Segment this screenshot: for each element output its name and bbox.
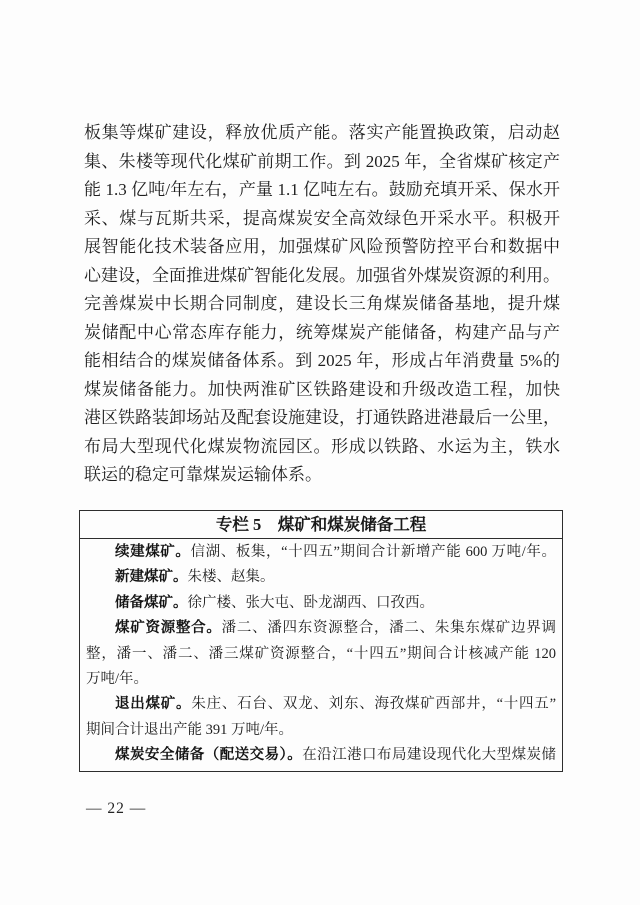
- column-box-line: [86, 565, 556, 590]
- column-box-line-text: 万吨/年。: [86, 670, 149, 687]
- body-line: 完善煤炭中长期合同制度，建设长三角煤炭储备基地，提升煤: [84, 294, 560, 313]
- body-line: 采、煤与瓦斯共采，提高煤炭安全高效绿色开采水平。积极开: [84, 208, 560, 228]
- body-line: 展智能化技术装备应用，加强煤矿风险预警防控平台和数据中: [84, 237, 560, 256]
- column-box-line: [86, 692, 556, 717]
- body-paragraph: [84, 119, 560, 490]
- body-line: 联运的稳定可靠煤炭运输体系。: [84, 465, 322, 484]
- column-box-line-label: 新建煤矿。: [115, 569, 188, 586]
- column-box-line: [86, 616, 556, 641]
- column-box-line-text: 潘二、潘四东资源整合，潘二、朱集东煤矿边界调: [221, 620, 556, 637]
- column-box-content: [80, 539, 562, 769]
- column-box-line-text: 徐广楼、张大屯、卧龙湖西、口孜西。: [187, 594, 434, 611]
- body-line: 煤炭储备能力。加快两淮矿区铁路建设和升级改造工程，加快: [84, 379, 560, 399]
- column-box-line-text: 朱庄、石台、双龙、刘东、海孜煤矿西部井，“十四五”: [191, 696, 557, 713]
- column-box-line: [86, 667, 556, 692]
- page-number: — 22 —: [86, 800, 147, 817]
- body-line: 集、朱楼等现代化煤矿前期工作。到 2025 年，全省煤矿核定产: [84, 151, 560, 171]
- column-box-line-label: 煤炭安全储备（配送交易）。: [115, 747, 303, 764]
- body-line: 板集等煤矿建设，释放优质产能。落实产能置换政策，启动赵: [84, 123, 560, 142]
- column-box-line-label: 储备煤矿。: [115, 594, 188, 611]
- column-box-line-text: 整，潘一、潘二、潘三煤矿资源整合，“十四五”期间合计核减产能 120: [86, 645, 556, 662]
- column-box-line-label: 续建煤矿。: [115, 544, 191, 560]
- body-line: 港区铁路装卸场站及配套设施建设，打通铁路进港最后一公里，: [84, 408, 560, 427]
- column-5-box: [79, 510, 563, 772]
- body-line: 心建设，全面推进煤矿智能化发展。加强省外煤炭资源的利用。: [84, 265, 560, 285]
- column-box-line-text: 在沿江港口布局建设现代化大型煤炭储: [302, 747, 557, 764]
- body-line: 能相结合的煤炭储备体系。到 2025 年，形成占年消费量 5%的: [84, 351, 560, 370]
- column-box-line-text: 信湖、板集，“十四五”期间合计新增产能 600 万吨/年。: [190, 544, 556, 560]
- column-box-line-label: 煤矿资源整合。: [115, 620, 222, 637]
- column-box-line: [86, 642, 556, 667]
- column-box-line: [86, 743, 556, 768]
- body-line: 炭储配中心常态库存能力，统筹煤炭产能储备，构建产品与产: [84, 322, 560, 342]
- body-line: 布局大型现代化煤炭物流园区。形成以铁路、水运为主，铁水: [84, 436, 560, 456]
- column-box-line-text: 朱楼、赵集。: [187, 569, 275, 586]
- column-box-line-label: 退出煤矿。: [115, 696, 192, 713]
- column-box-line: [86, 718, 556, 743]
- column-box-line: [86, 591, 556, 616]
- column-box-line: [86, 540, 556, 565]
- body-line: 能 1.3 亿吨/年左右，产量 1.1 亿吨左右。鼓励充填开采、保水开: [84, 180, 560, 199]
- column-box-title: 专栏 5 煤矿和煤炭储备工程: [80, 511, 562, 539]
- column-box-line-text: 期间合计退出产能 391 万吨/年。: [86, 721, 294, 738]
